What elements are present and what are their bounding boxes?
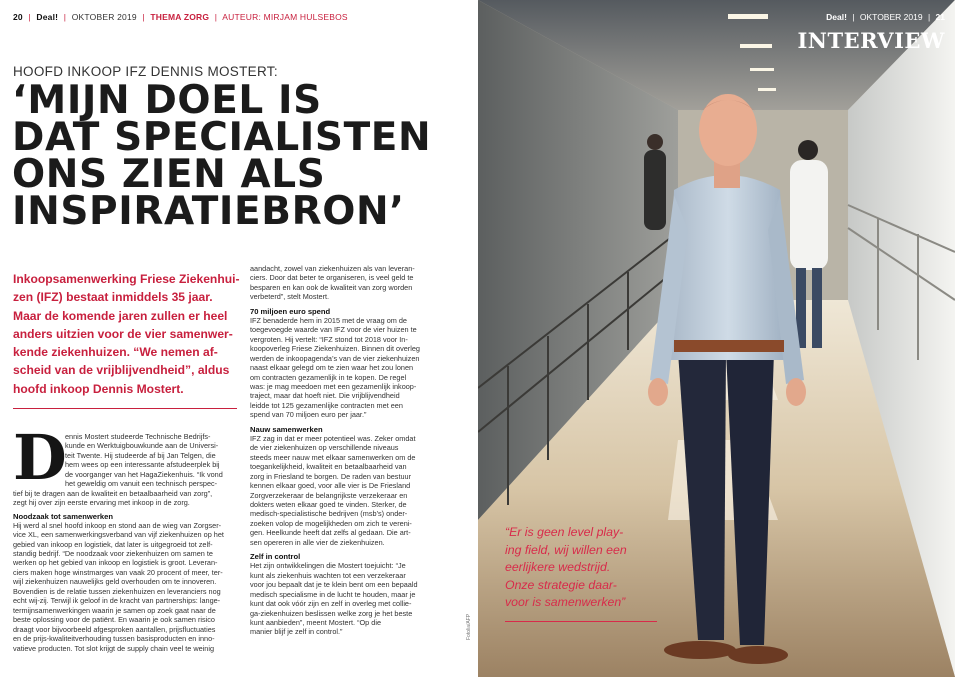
page-folio-right: Deal! | OKTOBER 2019 | 21 [826, 12, 945, 22]
body-column-1 [13, 421, 239, 653]
lead-line: hoofd inkoop Dennis Mostert. [13, 381, 184, 396]
photo-credit: Fotolia/AFP [466, 613, 472, 640]
section-heading: Nauw samenwerken [250, 424, 323, 434]
author-label: AUTEUR: MIRJAM HULSEBOS [222, 12, 348, 22]
headline-line: DAT SPECIALISTEN [12, 115, 432, 160]
article-headline [12, 78, 472, 234]
drop-cap: D [13, 421, 67, 494]
pull-quote-divider [505, 621, 657, 622]
section-heading: Zelf in control [250, 552, 301, 562]
body-column-2 [250, 264, 472, 637]
headline-line: ONS ZIEN ALS [12, 152, 326, 197]
section-label: INTERVIEW [797, 28, 945, 53]
lead-line: scheid van de vrijblijvendheid”, aldus [13, 363, 230, 378]
magazine-brand: Deal! [826, 12, 847, 22]
lead-line: anders uitzien voor de vier samenwer- [13, 326, 233, 341]
intro-paragraph: ennis Mostert studeerde Technische Bedrijfs- kunde en Werktuigbouwkunde aan de Universi- teit Twente. Hij studeerde af bij Jan Telgen, die hem wees op een interessante afstudeerplek bij de voorganger van het HagaZiekenhuis. “Ik vond het geweldig om vanuit een technisch perspec- tief bij te dragen aan de kwaliteit en betaalbaarheid van zorg”, zegt hij over zijn eerste ervaring met inkoop in de zorg. [13, 432, 223, 508]
continued-paragraph: aandacht, zowel van ziekenhuizen als van leveran- ciers. Door dat beter te organiseren, is veel geld te besparen en kan ook de kwaliteit van zorg worden verbeterd”, stelt Mostert. [250, 264, 415, 302]
section-heading: Noodzaak tot samenwerken [13, 511, 114, 521]
page-folio-left: 20 | Deal! | OKTOBER 2019 | THEMA ZORG | AUTEUR: MIRJAM HULSEBOS [13, 12, 348, 22]
pull-quote [505, 524, 720, 612]
lead-divider [13, 408, 237, 409]
section-paragraph: Hij werd al snel hoofd inkoop en stond aan de wieg van Zorgser- vice XL, een samenwerkingsverband van vijf ziekenhuizen op het gebied van inkoop en logistiek, dat later is uitgegroeid tot zelf- standig bedrijf. “De noodzaak voor ziekenhuizen om samen te werken op het gebied van inkoop en logistiek is groot. Leveran- ciers maken hoge winstmarges van vaak 20 procent of meer, ter- wijl ziekenhuizen nauwelijks geld overhouden om te innoveren. Bovendien is de relatie tussen ziekenhuizen en leveranciers nog echt wij-zij. Terwijl ik geloof in de kracht van partnerships: lange- termijnsamenwerkingen waarin je samen op zoek gaat naar de beste oplossing voor de patiënt. En waarin je ook samen risico draagt voor bijvoorbeeld afgesproken aantallen, prijsfluctuaties en de prijs-kwaliteitverhouding tussen basisproducten en inno- vatieve producten. Tot slot krijgt de supply chain veel te weinig [13, 520, 224, 653]
headline-line: ‘MIJN DOEL IS [12, 78, 322, 123]
issue-date: OKTOBER 2019 [71, 12, 137, 22]
section-paragraph: Het zijn ontwikkelingen die Mostert toejuicht: “Je kunt als ziekenhuis wachten tot een verzekeraar voor jou bepaalt dat je te klein bent om een bepaald medisch specialisme in de lucht te houden, maar je kunt dat ook vóór zijn en zelf in overleg met collie- ga-ziekenhuizen beslissen welke zorg je het beste kunt aanbieden”, meent Mostert. “Op die manier blijf je zelf in control.” [250, 561, 418, 637]
section-paragraph: IFZ zag in dat er meer potentieel was. Zeker omdat de vier ziekenhuizen op verschillende niveaus steeds meer nauw met elkaar samenwerken om de toegankelijkheid, kwaliteit en betaalbaarheid van zorg in Friesland te borgen. De raden van bestuur kennen elkaar goed, voor alle vier is De Friesland Zorgverzekeraar de belangrijkste verzekeraar en dokters weten elkaar goed te vinden. Sterker, de medisch-specialistische bedrijven (msb’s) onder- zoeken volop de mogelijkheden om zich te vereni- gen. Heelkunde heeft dat zelfs al gedaan. Die art- sen opereren in alle vier de ziekenhuizen. [250, 433, 416, 547]
quote-line: eerlijkere wedstrijd. [505, 560, 611, 575]
section-paragraph: IFZ benaderde hem in 2015 met de vraag om de toegevoegde waarde van IFZ voor de vier huizen te vergroten. Hij vertelt: “IFZ stond tot 2018 voor In- koopoverleg Friese Ziekenhuizen. Binnen dit overleg werden de inkoopagenda’s van de vier ziekenhuizen naast elkaar gelegd om te zien waar het zou lonen om contracten gezamenlijk in te kopen. De regel was: je mag meedoen met een gezamenlijk inkoop- traject, maar dat hoeft niet. Die vrijblijvendheid leidde tot 125 gezamenlijke contracten met een spend van 70 miljoen euro per jaar.” [250, 315, 420, 420]
issue-date: OKTOBER 2019 [859, 12, 923, 22]
quote-line: voor is samenwerken” [505, 595, 626, 610]
section-heading: 70 miljoen euro spend [250, 306, 331, 316]
quote-line: Onze strategie daar- [505, 577, 617, 592]
quote-line: ing field, wij willen een [505, 542, 627, 557]
lead-line: zen (IFZ) bestaat inmiddels 35 jaar. [13, 290, 213, 305]
magazine-brand: Deal! [36, 12, 59, 22]
page-number: 20 [13, 12, 23, 22]
lead-line: Maar de komende jaren zullen er heel [13, 308, 228, 323]
page-number: 21 [935, 12, 945, 22]
lead-line: Inkoopsamenwerking Friese Ziekenhui- [13, 272, 240, 286]
quote-line: “Er is geen level play- [505, 525, 624, 539]
headline-line: INSPIRATIEBRON’ [12, 189, 405, 234]
right-page-photo [478, 0, 955, 677]
lead-line: kende ziekenhuizen. “We nemen af- [13, 345, 218, 360]
article-lead [13, 270, 240, 398]
theme-label: THEMA ZORG [150, 12, 210, 22]
article-kicker: HOOFD INKOOP IFZ DENNIS MOSTERT: [13, 64, 278, 79]
